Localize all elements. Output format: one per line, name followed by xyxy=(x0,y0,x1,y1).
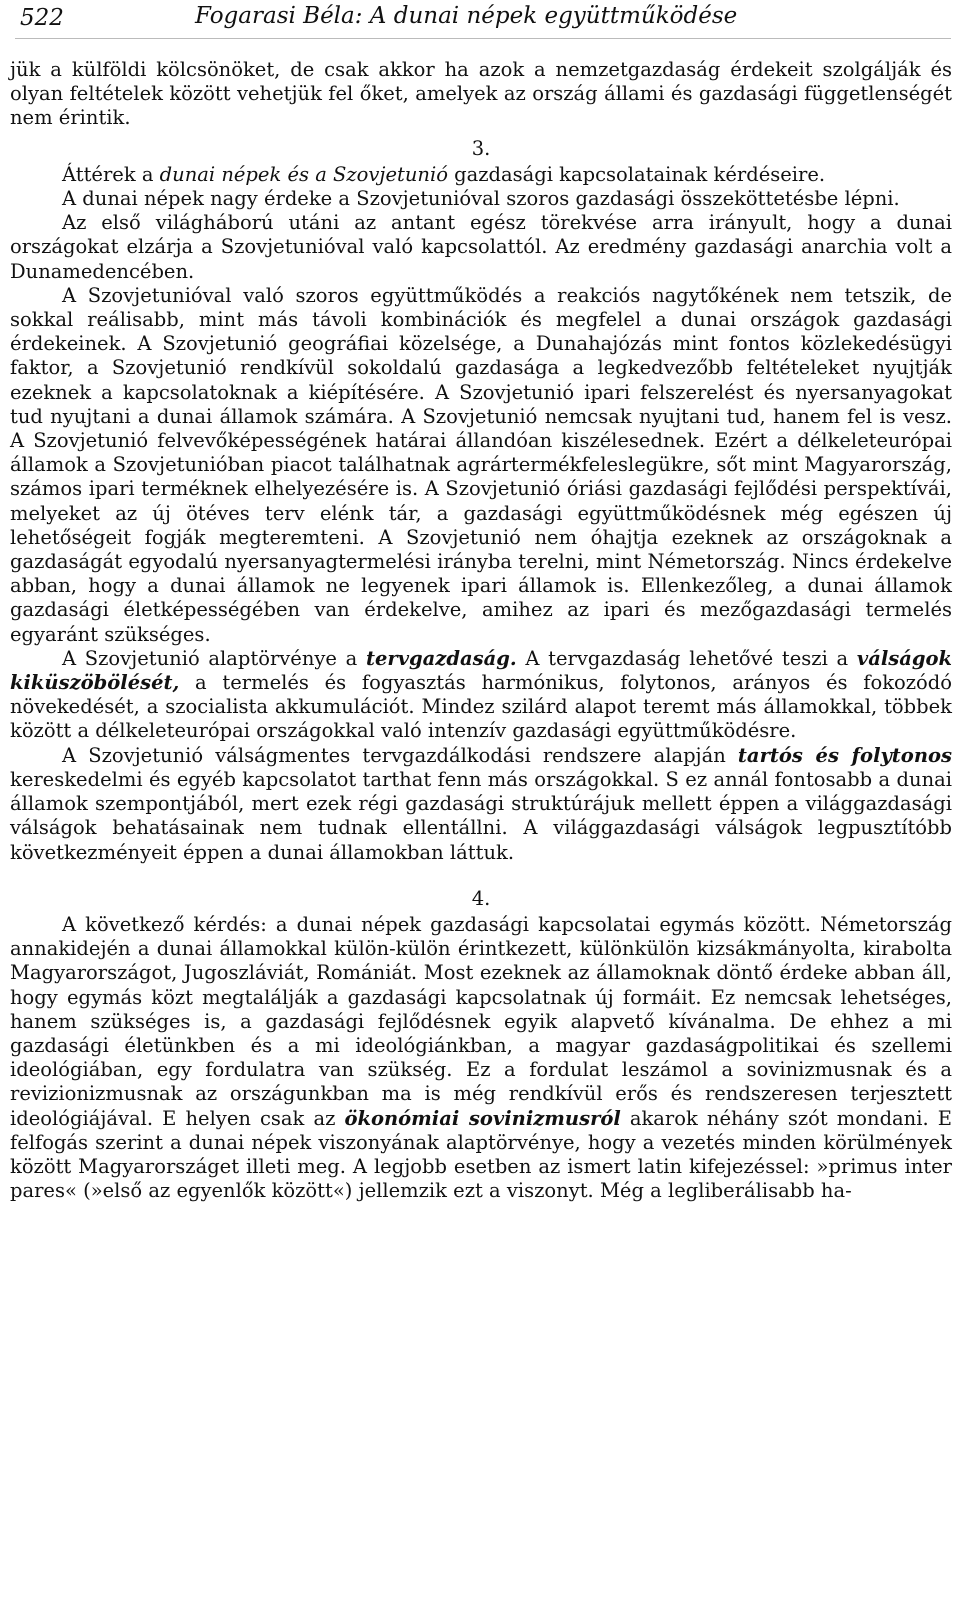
paragraph-continuation: jük a külföldi kölcsönöket, de csak akkor ha azok a nemzetgazdaság érdekeit szolgálják és olyan feltételek között vehetjük fel őket, amelyek az ország állami és gazdasági függetlenségét nem érintik. xyxy=(10,58,952,130)
header-rule xyxy=(15,38,951,39)
text-span: gazdasági kapcsolatainak kérdéseire. xyxy=(447,162,826,186)
section-gap xyxy=(10,865,952,881)
emphasis-text: tartós és folytonos xyxy=(737,743,952,767)
paragraph xyxy=(10,647,952,744)
paragraph: A dunai népek nagy érdeke a Szovjetunióval szoros gazdasági összeköttetésbe lépni. xyxy=(62,187,900,211)
emphasis-text: dunai népek és a Szovjetunió xyxy=(159,162,448,186)
text-span: A tervgazdaság lehetővé teszi a xyxy=(516,646,857,670)
text-span: A Szovjetunió alaptörvénye a xyxy=(62,646,366,670)
emphasis-text: ökonómiai sovinizmusról xyxy=(344,1106,621,1130)
body-text xyxy=(10,58,952,1203)
section-number-3: 3. xyxy=(471,136,491,160)
paragraph xyxy=(10,913,952,1203)
text-span: Áttérek a xyxy=(62,162,160,186)
paragraph-topic-intro xyxy=(10,163,952,187)
book-page xyxy=(10,0,952,1604)
section-number-4: 4. xyxy=(471,886,491,910)
page-number: 522 xyxy=(20,5,64,31)
paragraph: Az első világháború utáni az antant egész törekvése arra irányult, hogy a dunai országokat elzárja a Szovjetunióval való kapcsolattól. Az eredmény gazdasági anarchia volt a Dunamedencében. xyxy=(10,211,952,283)
running-title: Fogarasi Béla: A dunai népek együttműködése xyxy=(195,3,738,29)
text-span: kereskedelmi és egyéb kapcsolatot tarthat fenn más országokkal. S ez annál fontosabb a dunai államok szempontjából, mert ezek régi gazdasági struktúrájuk mellett éppen a világgazdasági válságok behatásainak nem tudnak ellentállni. A világgazdasági válságok legpusztítóbb következményeit éppen a dunai államokban láttuk. xyxy=(10,767,952,864)
running-head xyxy=(10,0,952,40)
text-span: akarok néhány szót mondani. E felfogás szerint a dunai népek viszonyának alaptörvénye, hogy a vezetés minden körülmények között Magyarországet illeti meg. A legjobb esetben az ismert latin kifejezéssel: »primus inter pares« (»első az egyenlők között«) jellemzik ezt a viszonyt. Még a legliberálisabb ha- xyxy=(10,1106,952,1203)
emphasis-text: válságok kiküszöbölését, xyxy=(10,646,952,695)
paragraph xyxy=(10,744,952,865)
text-span: A következő kérdés: a dunai népek gazdasági kapcsolatai egymás között. Németország annakidején a dunai államokkal külön-külön érintkezett, különkülön kizsákmányolta, kirabolta Magyarországot, Jugoszláviát, Romániát. Most ezeknek az államoknak döntő érdeke abban áll, hogy egymás közt megtalálják a gazdasági kapcsolatnak új formáit. Ez nemcsak lehetséges, hanem szükséges is, a gazdasági fejlődésnek egyik alapvető kívánalma. De ehhez a mi gazdasági életünkben és a mi ideológiánkban, a magyar gazdaságpolitikai és szellemi ideológiában, egy fordulatra van szükség. Ez a fordulat leszámol a sovinizmusnak és a revizionizmusnak az országunkban ma is még rendkívül erős és rendszeresen terjesztett ideológiájával. E helyen csak az xyxy=(10,912,952,1130)
text-span: a termelés és fogyasztás harmónikus, folytonos, arányos és fokozódó növekedését, a szocialista akkumulációt. Mindez szilárd alapot teremt más államokkal, többek között a délkeleteurópai országokkal való intenzív gazdasági együttműködésre. xyxy=(10,671,952,743)
emphasis-text: tervgazdaság. xyxy=(366,646,517,670)
paragraph: A Szovjetunióval való szoros együttműködés a reakciós nagytőkének nem tetszik, de sokkal reálisabb, mint más távoli kombinációk és megfelel a dunai országok gazdasági érdekeinek. A Szovjetunió geográfiai közelsége, a Dunahajózás mint fontos közlekedésügyi faktor, a Szovjetunió rendkívül sokoldalú gazdasága a legkedvezőbb feltételeket nyujtják ezeknek a kapcsolatoknak a kiépítésére. A Szovjetunió ipari felszerelést és nyersanyagokat tud nyujtani a dunai államok számára. A Szovjetunió nemcsak nyujtani tud, hanem fel is vesz. A Szovjetunió felvevőképességének határai állandóan kiszélesednek. Ezért a délkeleteurópai államok a Szovjetunióban piacot találhatnak agrártermékfeleslegükre, sőt mint Magyarország, számos ipari terméknek elhelyezésére is. A Szovjetunió óriási gazdasági fejlődési perspektívái, melyeket az új ötéves terv elénk tár, a gazdasági együttműködésnek még egészen új lehetőségeit fogják megteremteni. A Szovjetunió nem óhajtja ezeknek az országoknak a gazdaságát egyodalú nyersanyagtermelési irányba terelni, mint Németország. Nincs érdekelve abban, hogy a dunai államok ne legyenek ipari államok is. Ellenkezőleg, a dunai államok gazdasági életképességében van érdekelve, amihez az ipari és mezőgazdasági termelés egyaránt szükséges. xyxy=(10,283,952,646)
text-span: A Szovjetunió válságmentes tervgazdálkodási rendszere alapján xyxy=(62,743,738,767)
